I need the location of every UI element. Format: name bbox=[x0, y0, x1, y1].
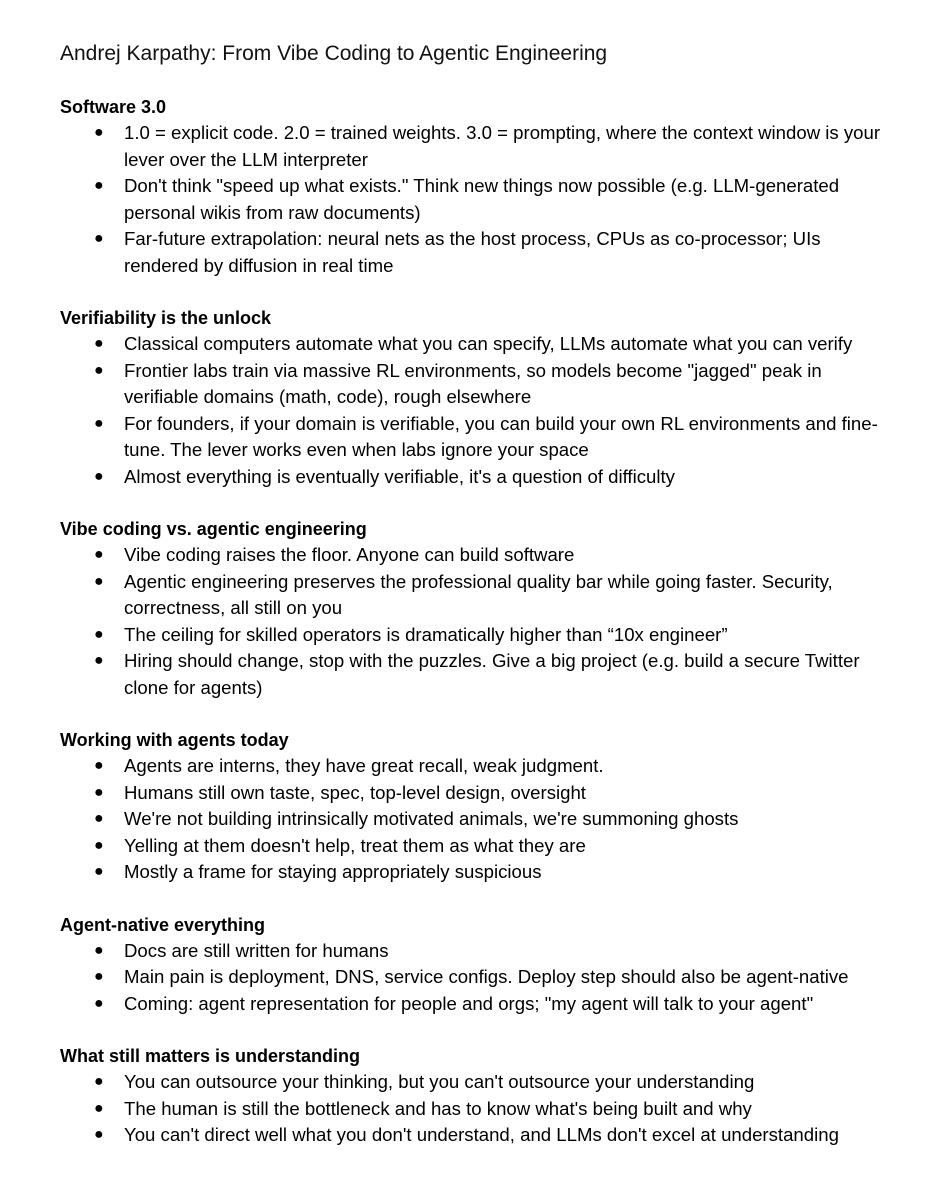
bullet-icon: ● bbox=[94, 124, 104, 141]
bullet-icon: ● bbox=[94, 863, 104, 880]
bullet-icon: ● bbox=[94, 414, 104, 432]
bullet-list bbox=[60, 542, 890, 701]
list-item bbox=[60, 569, 890, 622]
bullet-icon: ● bbox=[94, 230, 104, 247]
list-item bbox=[60, 120, 890, 173]
bullet-text: Main pain is deployment, DNS, service configs. Deploy step should also be agent-native bbox=[124, 966, 849, 987]
bullet-icon: ● bbox=[94, 941, 104, 959]
bullet-icon: ● bbox=[94, 177, 104, 194]
bullet-icon: ● bbox=[94, 361, 104, 379]
section bbox=[60, 727, 890, 886]
list-item bbox=[60, 938, 890, 965]
section-heading: Vibe coding vs. agentic engineering bbox=[60, 519, 367, 539]
list-item bbox=[60, 331, 890, 358]
bullet-text: Frontier labs train via massive RL environments, so models become "jagged" peak in verifiable domains (math, code), rough elsewhere bbox=[124, 359, 822, 407]
bullet-text: You can outsource your thinking, but you can't outsource your understanding bbox=[124, 1071, 755, 1092]
bullet-icon: ● bbox=[94, 1126, 104, 1143]
list-item bbox=[60, 753, 890, 780]
bullet-icon: ● bbox=[94, 783, 104, 801]
list-item bbox=[60, 226, 890, 279]
section bbox=[60, 305, 890, 490]
list-item bbox=[60, 464, 890, 491]
bullet-icon: ● bbox=[94, 810, 104, 827]
section bbox=[60, 516, 890, 701]
list-item bbox=[60, 833, 890, 860]
document-title: Andrej Karpathy: From Vibe Coding to Agentic Engineering bbox=[60, 42, 608, 65]
list-item bbox=[60, 780, 890, 807]
bullet-icon: ● bbox=[94, 757, 104, 774]
list-item bbox=[60, 991, 890, 1018]
list-item bbox=[60, 1069, 890, 1096]
section bbox=[60, 1043, 890, 1149]
bullet-text: For founders, if your domain is verifiable, you can build your own RL environments and fine-tune. The lever works even when labs ignore your space bbox=[124, 412, 878, 460]
bullet-icon: ● bbox=[94, 467, 104, 485]
list-item bbox=[60, 806, 890, 833]
list-item bbox=[60, 411, 890, 464]
bullet-text: Agentic engineering preserves the professional quality bar while going faster. Security, correctness, all still on you bbox=[124, 570, 833, 618]
section bbox=[60, 94, 890, 279]
list-item bbox=[60, 173, 890, 226]
bullet-icon: ● bbox=[94, 968, 104, 985]
bullet-text: Coming: agent representation for people and orgs; "my agent will talk to your agent" bbox=[124, 992, 814, 1014]
bullet-text: You can't direct well what you don't understand, and LLMs don't excel at understanding bbox=[124, 1124, 839, 1145]
bullet-text: Almost everything is eventually verifiable, it's a question of difficulty bbox=[124, 465, 675, 487]
bullet-text: Humans still own taste, spec, top-level design, oversight bbox=[124, 781, 586, 803]
bullet-list bbox=[60, 120, 890, 279]
list-item bbox=[60, 358, 890, 411]
bullet-text: The human is still the bottleneck and has to know what's being built and why bbox=[124, 1097, 752, 1119]
bullet-icon: ● bbox=[94, 335, 104, 352]
list-item bbox=[60, 1122, 890, 1149]
bullet-icon: ● bbox=[94, 1099, 104, 1117]
bullet-icon: ● bbox=[94, 652, 104, 669]
bullet-icon: ● bbox=[94, 546, 104, 563]
section-heading: Software 3.0 bbox=[60, 97, 167, 117]
section-heading: Agent-native everything bbox=[60, 914, 266, 935]
sections-container bbox=[60, 94, 890, 1149]
bullet-text: We're not building intrinsically motivated animals, we're summoning ghosts bbox=[124, 808, 739, 829]
bullet-list bbox=[60, 331, 890, 490]
section-heading: What still matters is understanding bbox=[60, 1046, 361, 1066]
section bbox=[60, 912, 890, 1018]
bullet-text: Classical computers automate what you can specify, LLMs automate what you can verify bbox=[124, 333, 853, 354]
list-item bbox=[60, 1096, 890, 1123]
bullet-text: Mostly a frame for staying appropriately suspicious bbox=[124, 861, 542, 882]
list-item bbox=[60, 622, 890, 649]
bullet-text: Vibe coding raises the floor. Anyone can build software bbox=[124, 544, 575, 565]
bullet-text: Docs are still written for humans bbox=[124, 939, 389, 961]
list-item bbox=[60, 859, 890, 886]
bullet-icon: ● bbox=[94, 994, 104, 1012]
section-heading: Working with agents today bbox=[60, 730, 289, 750]
bullet-text: Far-future extrapolation: neural nets as the host process, CPUs as co-processor; UIs rendered by diffusion in real time bbox=[124, 228, 821, 276]
bullet-icon: ● bbox=[94, 1073, 104, 1090]
bullet-icon: ● bbox=[94, 625, 104, 643]
bullet-list bbox=[60, 938, 890, 1018]
bullet-icon: ● bbox=[94, 572, 104, 590]
document bbox=[60, 40, 890, 1175]
bullet-icon: ● bbox=[94, 836, 104, 854]
bullet-list bbox=[60, 753, 890, 886]
bullet-text: Yelling at them doesn't help, treat them as what they are bbox=[124, 834, 586, 856]
bullet-text: The ceiling for skilled operators is dramatically higher than “10x engineer” bbox=[124, 623, 728, 645]
bullet-text: Don't think "speed up what exists." Think new things now possible (e.g. LLM-generated personal wikis from raw documents) bbox=[124, 175, 840, 223]
list-item bbox=[60, 648, 890, 701]
bullet-text: 1.0 = explicit code. 2.0 = trained weights. 3.0 = prompting, where the context window is your lever over the LLM interpreter bbox=[124, 122, 881, 170]
section-heading: Verifiability is the unlock bbox=[60, 308, 272, 328]
list-item bbox=[60, 542, 890, 569]
bullet-text: Agents are interns, they have great recall, weak judgment. bbox=[124, 755, 604, 776]
bullet-text: Hiring should change, stop with the puzzles. Give a big project (e.g. build a secure Twitter clone for agents) bbox=[124, 650, 860, 698]
list-item bbox=[60, 964, 890, 991]
bullet-list bbox=[60, 1069, 890, 1149]
